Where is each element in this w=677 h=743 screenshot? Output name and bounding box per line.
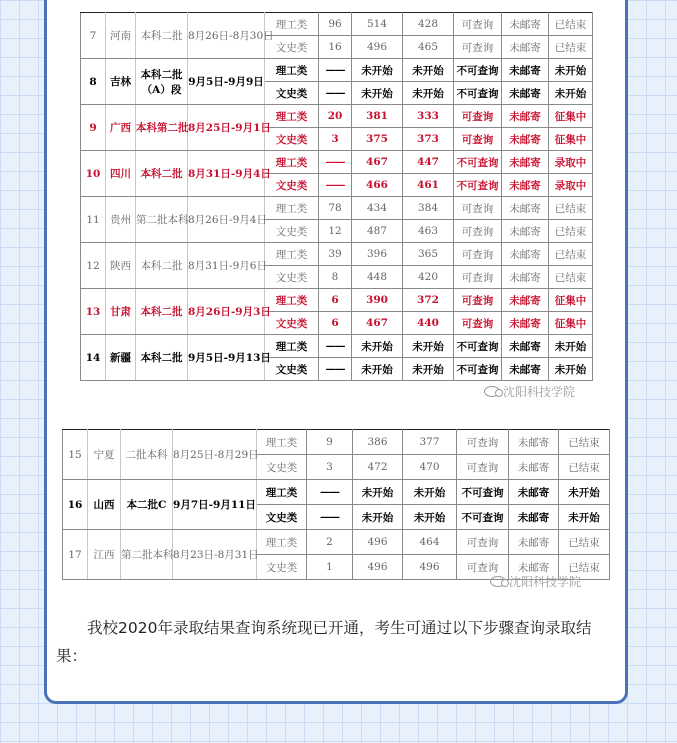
- query-status-cell: 可查询: [454, 220, 502, 243]
- mail-status-cell: 未邮寄: [509, 430, 559, 455]
- progress-status-cell: 未开始: [559, 480, 610, 505]
- batch-cell: 本科二批: [136, 335, 188, 381]
- category-cell: 文史类: [265, 312, 319, 335]
- progress-status-cell: 已结束: [549, 243, 593, 266]
- min-score-cell: 496: [403, 555, 457, 580]
- mail-status-cell: 未邮寄: [502, 151, 549, 174]
- watermark-text: 沈阳科技学院: [503, 385, 576, 399]
- category-cell: 文史类: [265, 358, 319, 381]
- wechat-logo-icon: [490, 576, 506, 587]
- min-score-cell: 未开始: [403, 505, 457, 530]
- province-cell: 陕西: [106, 243, 136, 289]
- mail-status-cell: 未邮寄: [502, 243, 549, 266]
- admitted-count-cell: ——: [319, 59, 352, 82]
- date-range-cell: 8月26日-9月3日: [188, 289, 265, 335]
- min-score-cell: 372: [403, 289, 454, 312]
- mail-status-cell: 未邮寄: [502, 220, 549, 243]
- intro-paragraph: 我校2020年录取结果查询系统现已开通，考生可通过以下步骤查询录取结果：: [56, 619, 592, 665]
- category-cell: 文史类: [265, 128, 319, 151]
- admitted-count-cell: 3: [319, 128, 352, 151]
- province-cell: 河南: [106, 13, 136, 59]
- progress-status-cell: 征集中: [549, 289, 593, 312]
- min-score-cell: 未开始: [403, 59, 454, 82]
- query-status-cell: 可查询: [454, 243, 502, 266]
- mail-status-cell: 未邮寄: [502, 312, 549, 335]
- category-cell: 理工类: [265, 243, 319, 266]
- query-status-cell: 不可查询: [454, 358, 502, 381]
- row-number: 7: [81, 13, 106, 59]
- category-cell: 理工类: [265, 151, 319, 174]
- progress-status-cell: 已结束: [549, 197, 593, 220]
- query-status-cell: 可查询: [454, 36, 502, 59]
- mail-status-cell: 未邮寄: [502, 59, 549, 82]
- progress-status-cell: 未开始: [549, 358, 593, 381]
- category-cell: 文史类: [257, 455, 307, 480]
- row-number: 13: [81, 289, 106, 335]
- max-score-cell: 未开始: [353, 480, 403, 505]
- query-status-cell: 不可查询: [454, 174, 502, 197]
- province-cell: 新疆: [106, 335, 136, 381]
- query-status-cell: 可查询: [457, 430, 509, 455]
- batch-cell: 二批本科: [121, 430, 173, 480]
- date-range-cell: 9月5日-9月9日: [188, 59, 265, 105]
- date-range-cell: 8月25日-8月29日: [173, 430, 257, 480]
- query-status-cell: 可查询: [454, 13, 502, 36]
- admitted-count-cell: ——: [319, 151, 352, 174]
- date-range-cell: 9月5日-9月13日: [188, 335, 265, 381]
- row-number: 10: [81, 151, 106, 197]
- mail-status-cell: 未邮寄: [509, 505, 559, 530]
- max-score-cell: 487: [352, 220, 403, 243]
- admitted-count-cell: 20: [319, 105, 352, 128]
- query-status-cell: 可查询: [454, 197, 502, 220]
- max-score-cell: 514: [352, 13, 403, 36]
- province-cell: 吉林: [106, 59, 136, 105]
- progress-status-cell: 未开始: [549, 82, 593, 105]
- admitted-count-cell: 6: [319, 312, 352, 335]
- category-cell: 理工类: [265, 105, 319, 128]
- max-score-cell: 未开始: [352, 335, 403, 358]
- province-cell: 广西: [106, 105, 136, 151]
- batch-cell: 第二批本科: [121, 530, 173, 580]
- category-cell: 理工类: [265, 335, 319, 358]
- category-cell: 理工类: [257, 530, 307, 555]
- admitted-count-cell: 8: [319, 266, 352, 289]
- query-status-cell: 不可查询: [454, 335, 502, 358]
- admitted-count-cell: 78: [319, 197, 352, 220]
- max-score-cell: 未开始: [352, 358, 403, 381]
- batch-cell: 本科第二批: [136, 105, 188, 151]
- query-status-cell: 可查询: [454, 128, 502, 151]
- admitted-count-cell: ——: [307, 480, 353, 505]
- mail-status-cell: 未邮寄: [502, 289, 549, 312]
- query-status-cell: 可查询: [454, 105, 502, 128]
- table-row: [81, 151, 593, 174]
- min-score-cell: 373: [403, 128, 454, 151]
- max-score-cell: 448: [352, 266, 403, 289]
- min-score-cell: 未开始: [403, 82, 454, 105]
- mail-status-cell: 未邮寄: [502, 105, 549, 128]
- mail-status-cell: 未邮寄: [509, 480, 559, 505]
- max-score-cell: 467: [352, 312, 403, 335]
- watermark-text: 沈阳科技学院: [509, 575, 582, 589]
- date-range-cell: 9月7日-9月11日: [173, 480, 257, 530]
- admitted-count-cell: 96: [319, 13, 352, 36]
- progress-status-cell: 已结束: [549, 13, 593, 36]
- query-status-cell: 可查询: [457, 555, 509, 580]
- province-cell: 宁夏: [88, 430, 121, 480]
- table-row: [81, 289, 593, 312]
- row-number: 15: [63, 430, 88, 480]
- progress-status-cell: 录取中: [549, 174, 593, 197]
- progress-status-cell: 已结束: [549, 266, 593, 289]
- min-score-cell: 428: [403, 13, 454, 36]
- category-cell: 理工类: [265, 59, 319, 82]
- table-row: [63, 530, 610, 555]
- admitted-count-cell: ——: [307, 505, 353, 530]
- query-status-cell: 可查询: [454, 266, 502, 289]
- batch-cell: 本科二批: [136, 151, 188, 197]
- admitted-count-cell: 6: [319, 289, 352, 312]
- category-cell: 理工类: [257, 430, 307, 455]
- admitted-count-cell: ——: [319, 174, 352, 197]
- date-range-cell: 8月31日-9月6日: [188, 243, 265, 289]
- progress-status-cell: 已结束: [559, 530, 610, 555]
- admitted-count-cell: ——: [319, 82, 352, 105]
- table-row: [81, 105, 593, 128]
- batch-cell: 本科二批 （A）段: [136, 59, 188, 105]
- category-cell: 文史类: [257, 505, 307, 530]
- max-score-cell: 434: [352, 197, 403, 220]
- watermark-2: [490, 573, 581, 590]
- admitted-count-cell: 16: [319, 36, 352, 59]
- progress-status-cell: 征集中: [549, 105, 593, 128]
- mail-status-cell: 未邮寄: [509, 455, 559, 480]
- progress-status-cell: 未开始: [549, 59, 593, 82]
- category-cell: 文史类: [257, 555, 307, 580]
- mail-status-cell: 未邮寄: [502, 335, 549, 358]
- max-score-cell: 未开始: [353, 505, 403, 530]
- min-score-cell: 461: [403, 174, 454, 197]
- min-score-cell: 未开始: [403, 358, 454, 381]
- progress-status-cell: 录取中: [549, 151, 593, 174]
- mail-status-cell: 未邮寄: [502, 358, 549, 381]
- admitted-count-cell: 2: [307, 530, 353, 555]
- min-score-cell: 470: [403, 455, 457, 480]
- query-status-cell: 不可查询: [454, 59, 502, 82]
- progress-status-cell: 未开始: [549, 335, 593, 358]
- min-score-cell: 420: [403, 266, 454, 289]
- admitted-count-cell: 9: [307, 430, 353, 455]
- mail-status-cell: 未邮寄: [502, 36, 549, 59]
- progress-status-cell: 已结束: [559, 430, 610, 455]
- admission-table-2: [62, 429, 610, 580]
- category-cell: 理工类: [257, 480, 307, 505]
- min-score-cell: 未开始: [403, 335, 454, 358]
- progress-status-cell: 已结束: [549, 220, 593, 243]
- max-score-cell: 466: [352, 174, 403, 197]
- mail-status-cell: 未邮寄: [502, 197, 549, 220]
- query-status-cell: 不可查询: [457, 505, 509, 530]
- max-score-cell: 496: [352, 36, 403, 59]
- category-cell: 理工类: [265, 197, 319, 220]
- min-score-cell: 333: [403, 105, 454, 128]
- category-cell: 理工类: [265, 13, 319, 36]
- row-number: 17: [63, 530, 88, 580]
- date-range-cell: 8月26日-9月4日: [188, 197, 265, 243]
- min-score-cell: 377: [403, 430, 457, 455]
- province-cell: 山西: [88, 480, 121, 530]
- admitted-count-cell: 3: [307, 455, 353, 480]
- admitted-count-cell: ——: [319, 335, 352, 358]
- progress-status-cell: 已结束: [559, 555, 610, 580]
- min-score-cell: 464: [403, 530, 457, 555]
- query-status-cell: 不可查询: [454, 151, 502, 174]
- max-score-cell: 496: [353, 530, 403, 555]
- date-range-cell: 8月31日-9月4日: [188, 151, 265, 197]
- mail-status-cell: 未邮寄: [502, 266, 549, 289]
- min-score-cell: 365: [403, 243, 454, 266]
- date-range-cell: 8月23日-8月31日: [173, 530, 257, 580]
- category-cell: 文史类: [265, 174, 319, 197]
- max-score-cell: 381: [352, 105, 403, 128]
- table-row: [81, 13, 593, 36]
- min-score-cell: 447: [403, 151, 454, 174]
- progress-status-cell: 征集中: [549, 128, 593, 151]
- watermark: [484, 383, 575, 400]
- wechat-logo-icon: [484, 386, 500, 397]
- min-score-cell: 440: [403, 312, 454, 335]
- admitted-count-cell: ——: [319, 358, 352, 381]
- batch-cell: 本科二批: [136, 13, 188, 59]
- query-status-cell: 可查询: [454, 289, 502, 312]
- batch-cell: 本二批C: [121, 480, 173, 530]
- batch-cell: 第二批本科: [136, 197, 188, 243]
- province-cell: 贵州: [106, 197, 136, 243]
- query-status-cell: 可查询: [457, 455, 509, 480]
- table-row: [81, 243, 593, 266]
- progress-status-cell: 未开始: [559, 505, 610, 530]
- table-row: [81, 59, 593, 82]
- category-cell: 理工类: [265, 289, 319, 312]
- category-cell: 文史类: [265, 36, 319, 59]
- mail-status-cell: 未邮寄: [502, 82, 549, 105]
- progress-status-cell: 已结束: [559, 455, 610, 480]
- table-row: [63, 480, 610, 505]
- category-cell: 文史类: [265, 82, 319, 105]
- min-score-cell: 465: [403, 36, 454, 59]
- admitted-count-cell: 12: [319, 220, 352, 243]
- date-range-cell: 8月25日-9月1日: [188, 105, 265, 151]
- mail-status-cell: 未邮寄: [502, 13, 549, 36]
- max-score-cell: 472: [353, 455, 403, 480]
- admission-table-1: [80, 12, 593, 381]
- table-row: [81, 335, 593, 358]
- province-cell: 四川: [106, 151, 136, 197]
- row-number: 8: [81, 59, 106, 105]
- category-cell: 文史类: [265, 220, 319, 243]
- admitted-count-cell: 39: [319, 243, 352, 266]
- table-row: [81, 197, 593, 220]
- max-score-cell: 未开始: [352, 82, 403, 105]
- batch-cell: 本科二批: [136, 243, 188, 289]
- max-score-cell: 390: [352, 289, 403, 312]
- mail-status-cell: 未邮寄: [509, 530, 559, 555]
- batch-cell: 本科二批: [136, 289, 188, 335]
- category-cell: 文史类: [265, 266, 319, 289]
- row-number: 16: [63, 480, 88, 530]
- max-score-cell: 375: [352, 128, 403, 151]
- query-status-cell: 可查询: [454, 312, 502, 335]
- date-range-cell: 8月26日-8月30日: [188, 13, 265, 59]
- min-score-cell: 463: [403, 220, 454, 243]
- admitted-count-cell: 1: [307, 555, 353, 580]
- progress-status-cell: 征集中: [549, 312, 593, 335]
- query-status-cell: 不可查询: [457, 480, 509, 505]
- mail-status-cell: 未邮寄: [502, 174, 549, 197]
- min-score-cell: 384: [403, 197, 454, 220]
- province-cell: 甘肃: [106, 289, 136, 335]
- row-number: 12: [81, 243, 106, 289]
- row-number: 11: [81, 197, 106, 243]
- row-number: 14: [81, 335, 106, 381]
- progress-status-cell: 已结束: [549, 36, 593, 59]
- min-score-cell: 未开始: [403, 480, 457, 505]
- query-status-cell: 可查询: [457, 530, 509, 555]
- max-score-cell: 386: [353, 430, 403, 455]
- province-cell: 江西: [88, 530, 121, 580]
- table-row: [63, 430, 610, 455]
- mail-status-cell: 未邮寄: [502, 128, 549, 151]
- max-score-cell: 未开始: [352, 59, 403, 82]
- max-score-cell: 467: [352, 151, 403, 174]
- query-status-cell: 不可查询: [454, 82, 502, 105]
- mail-status-cell: 未邮寄: [509, 555, 559, 580]
- max-score-cell: 396: [352, 243, 403, 266]
- max-score-cell: 496: [353, 555, 403, 580]
- row-number: 9: [81, 105, 106, 151]
